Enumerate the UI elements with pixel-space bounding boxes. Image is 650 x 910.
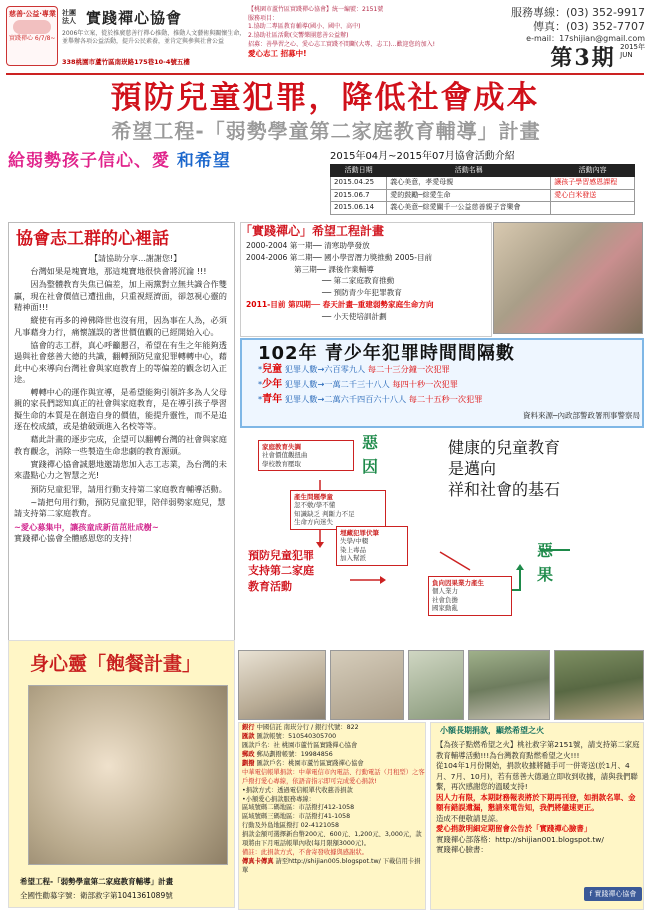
facebook-link[interactable] (584, 887, 642, 901)
donation-text: •小額愛心捐款服務專線： (242, 795, 315, 803)
donation-line (242, 849, 426, 858)
appeal-line: 造成不便敬請見諒。 (436, 813, 503, 823)
diagram-box-line: 染上毒品 (340, 545, 366, 554)
org-type: 社團法人 (62, 9, 76, 25)
issue-month: JUN (620, 50, 633, 59)
notice-line: 2.協助社區活動(交響樂團慈善公益辦) (248, 32, 349, 40)
donation-line (242, 813, 426, 822)
slogan-line: 是邁向 (448, 458, 497, 478)
notice-line: 【桃園市蘆竹區實踐禪心協會】統一編號：2151號 (248, 6, 384, 13)
timeline-item: ── 小天使培訓計劃 (322, 311, 387, 321)
activities-title: 2015年04月~2015年07月協會活動介紹 (330, 151, 515, 162)
diagram-cause: 因 (362, 457, 379, 476)
tutoring-photo (493, 222, 643, 334)
notice-line: 招募：善學習之心、愛心志工實踐不間斷(大專、志工)…歡迎您的加入! (248, 40, 436, 48)
diagram-box-karma (428, 576, 512, 616)
table-row (331, 189, 635, 201)
stat-group: 兒童 (262, 364, 283, 375)
donation-text: 郵局劃撥帳號：19984856 (256, 750, 333, 758)
donation-text: 區域號碼二碼地區：市話撥打412-1058 (242, 804, 355, 812)
photo (408, 650, 464, 720)
table-cell: 愛心白米發送 (551, 189, 635, 201)
logo-emblem (13, 20, 51, 34)
stat-count: 犯罪人數→二萬六千四百六十八人 (282, 394, 409, 404)
appeal-line: 因人力有限，本期財務報表將於下期再刊登，如捐款名單、金額有錯誤遺漏，懇請來電告知，我們將儘速更正。 (436, 792, 636, 813)
sub-headline: 希望工程-「弱勢學童第二家庭教育輔導」計畫 (111, 119, 541, 143)
article-paragraph: 轉轉中心的運作與宣導，是希望能夠引領許多為人父母親的家長們認知真正的社會與家庭教育，是在導引孩子學習擬生命的本質是在創造自身的價值，能提升靈性，而不是追逐在校成績，或是搶破頭進入名校等等。 (14, 387, 227, 432)
diagram-box-line: 知識缺乏 判斷力不足 (294, 509, 355, 518)
meal-plan-caption: 希望工程-「弱勢學童第二家庭教育輔導」計畫 (20, 877, 174, 886)
article-body (14, 266, 232, 544)
table-cell: 愛的鼓勵─綜愛生命 (387, 189, 551, 201)
issue-number (475, 44, 645, 74)
diagram-box-line: 國家動亂 (432, 604, 458, 613)
stat-interval: 每四十秒一次犯罪 (392, 379, 458, 389)
notice-line: 1.協助二專區教育輔導(國小、國中、高中) (248, 23, 361, 31)
stat-group: 少年 (262, 379, 283, 390)
stat-interval: 每二十五秒一次犯罪 (408, 394, 483, 404)
logo-caption: 實踐禪心 6/7/8~ (9, 35, 56, 42)
donation-text: 匯款戶名：社 桃園市蘆竹區實踐禪心協會 (242, 741, 358, 749)
appeal-line: 實踐禪心臉書： (436, 845, 488, 855)
article-paragraph: ~請把句用行動，預防兒童犯罪，陪伴弱勢家庭兒，慧請支持第二家庭教育。 (14, 496, 226, 519)
phone-number[interactable]: (03) 352-9917 (565, 6, 645, 19)
diagram-box-title: 埋藏犯罪伏筆 (340, 529, 379, 537)
table-cell: 讓孩子學習感恩課程 (551, 177, 635, 189)
timeline-item: 2004-2006 第二期── 國小學習潛力獎推動 2005-目前 (246, 252, 433, 262)
donation-label: 匯款 (242, 732, 255, 740)
stat-count: 犯罪人數→六百零九人 (282, 364, 368, 374)
slogan-part-a: 給弱勢孩子信心、愛 (8, 151, 170, 171)
photo (468, 650, 550, 720)
table-header: 活動內容 (551, 165, 635, 177)
donation-label: 郵政 (242, 750, 255, 758)
appeal-body (436, 740, 642, 856)
education-slogan (448, 438, 648, 500)
appeal-title: 小額長期捐款，顯然希望之火 (440, 726, 544, 735)
article-paragraph: 因為整體教育失焦已偏差，加上兩黨對立無共識合作雙贏，現在社會價值已遭扭曲，只重視經濟面，卻忽視心靈的精神面!!! (14, 279, 227, 312)
article-paragraph: 藉此計畫的逐步完成，企望可以翻轉台灣的社會與家庭教育觀念，消除一些製造生命悲劇的教育源頭。 (14, 434, 227, 456)
donation-label: 傳真卡傳真 (242, 858, 274, 866)
diagram-box-line: 社會負擔 (432, 595, 458, 604)
diagram-box-problem (290, 490, 386, 530)
facebook-icon: f (589, 890, 595, 898)
service-notice (248, 6, 448, 68)
diagram-box-title: 家庭教育失調 (262, 443, 301, 451)
activities-table (330, 164, 635, 215)
stat-interval: 每二十三分鐘一次犯罪 (367, 364, 450, 374)
donation-text: 區域號碼三碼地區：市話撥打41-1058 (242, 813, 351, 821)
donation-line (242, 822, 426, 831)
table-header: 活動日期 (331, 165, 387, 177)
timeline-item: 第三期── 課後作業輔導 (294, 264, 374, 274)
issue-date (620, 44, 645, 59)
donation-text: 匯款戶名：桃園市蘆竹區實踐禪心協會 (256, 759, 364, 767)
donation-label: 銀行 (242, 724, 255, 731)
diagram-box-title: 產生問題學童 (294, 493, 333, 501)
blog-link[interactable]: 實踐禪心部落格：http://shijian001.blogspot.tw/ (436, 834, 604, 844)
fundraising-permit: 全國性勸募字號：衛部救字第1041361089號 (20, 891, 173, 900)
table-cell: 2015.06.7 (331, 189, 387, 201)
diagram-box-line: 生命方向迷失 (294, 518, 333, 527)
donation-text: •捐款方式：透過電信帳單代收慈善捐款 (242, 786, 353, 794)
support-line: 教育活動 (248, 579, 292, 593)
slogan (8, 150, 298, 180)
donation-line (242, 831, 426, 849)
main-headline: 預防兒童犯罪，降低社會成本 (110, 80, 540, 116)
donation-text: 備註：此捐款方式，不會寄發收據與感謝狀。 (242, 849, 368, 857)
notice-line: 服務項目： (248, 14, 279, 22)
table-row (331, 202, 635, 214)
slogan-part-b: 和希望 (170, 151, 231, 171)
timeline-current: 2011-目前 第四期── 春天計畫─重建弱勢家庭生命方向 (246, 299, 434, 309)
stats-source: 資料來源─內政部警政署刑事警察局 (522, 411, 640, 420)
meal-plan-title: 身心靈「飽餐計畫」 (30, 653, 202, 675)
org-description: 2006年立案，從於推廣慈善行禪心推動，推動人文藝術與關懷生命，並舉辦各項公益活動，提升公民素養，並肯定與參與社會公益 (62, 30, 246, 46)
donation-text: 匯款帳號：510540305700 (256, 732, 337, 740)
donation-line (242, 760, 426, 769)
donation-line (242, 787, 426, 796)
donation-line (242, 858, 426, 876)
donation-line (242, 724, 426, 733)
appeal-line: 【為孩子點燃希望之火】桃社救字第2151號，請支持第二家庭教育輔導活動!!!為台灣教育點燃希望之火!!! (436, 740, 640, 760)
table-cell (551, 202, 635, 214)
diagram-box-line: 個人業力 (432, 587, 458, 596)
recruit-banner: 愛心志工 招募中! (248, 49, 307, 59)
slogan-line: 健康的兒童教育 (448, 438, 561, 457)
donation-text: 中國信託 南崁分行 / 銀行代號：822 (256, 724, 359, 731)
donation-label: 劃撥 (242, 759, 255, 767)
table-cell: 2015.06.14 (331, 202, 387, 214)
org-logo (6, 6, 58, 66)
table-cell: 2015.04.25 (331, 177, 387, 189)
donation-line (242, 742, 426, 751)
donation-link[interactable]: 請至http://shijian005.blogspot.tw/ 下載信用卡捐單 (242, 858, 421, 874)
diagram-box-line: 失學/中輟 (340, 537, 369, 546)
facebook-label: 實踐禪心協會 (594, 890, 637, 898)
article-paragraph: 協會的志工群，真心呼籲懇召，希望在有生之年能夠透過與社會慈善大德的共識，翻轉預防兒童犯罪轉轉中心，藉此中心來導向台灣社會與家庭教育上的等偏差的觀念切入正途。 (14, 339, 227, 384)
photo-strip (238, 650, 644, 720)
fax-number: (03) 352-7707 (565, 19, 645, 33)
support-callout (248, 548, 358, 594)
slogan-line: 祥和社會的基石 (448, 479, 561, 499)
photo (330, 650, 404, 720)
diagram-box-line: 忽不敷/學不懂 (294, 501, 336, 510)
diagram-box-title: 負向因果業力產生 (432, 579, 484, 587)
donation-line (242, 769, 426, 787)
table-cell: 義心美意，孝愛母親 (387, 177, 551, 189)
timeline-item: 2000-2004 第一期── 清寒助學發放 (246, 241, 370, 250)
support-line: 支持第二家庭 (248, 564, 314, 578)
donation-text: 捐款金額可選擇新台幣200元、600元、1,200元、3,000元，款項將由下月電話帳單內收(每月限額3000元)。 (242, 831, 422, 848)
stat-row: *兒童 犯罪人數→六百零九人 每二十三分鐘一次犯罪 (258, 364, 450, 375)
article-paragraph: 縱使有再多的神佛降世也沒有用，因為事在人為，必須凡事藉身力行，痛懷謹誤的著世價值觀的已經開始入心。 (14, 315, 227, 337)
phone-label: 服務專線： (510, 6, 566, 19)
donation-line (242, 733, 426, 742)
diagram-fruit: 果 (537, 565, 554, 584)
header-divider (6, 73, 644, 75)
diagram-evil: 惡 (362, 433, 379, 452)
article-paragraph: 預防兒童犯罪，請用行動支持第二家庭教育輔導活動。 (30, 483, 227, 494)
timeline-item: ── 第二家庭教育推動 (322, 276, 395, 286)
diagram-box-line: 加入幫派 (340, 554, 366, 563)
diagram-box-line: 學校教育壓取 (262, 459, 301, 468)
stat-row: *少年 犯罪人數→一萬二千三十八人 每四十秒一次犯罪 (258, 379, 458, 390)
contact-info (455, 6, 645, 44)
table-header: 活動名稱 (387, 165, 551, 177)
email-label: e-mail： (526, 33, 560, 43)
donation-line (242, 751, 426, 760)
stat-group: 青年 (262, 394, 283, 405)
article-paragraph: 實踐禪心協會誠懇地邀請您加入志工志業，為台灣的未來盡點心力之智慧之光! (14, 459, 227, 481)
article-subheading: 【請協助分享…謝謝您!】 (90, 254, 182, 263)
article-closing: 實踐禪心協會全體感恩您的支持！ (14, 532, 137, 543)
article-heading: 協會志工群的心裡話 (16, 229, 169, 249)
diagram-box-line: 社會價值觀扭曲 (262, 451, 308, 460)
project-timeline (246, 240, 491, 322)
donation-info (242, 724, 426, 876)
photo (554, 650, 644, 720)
project-title: 「實踐禪心」希望工程計畫 (240, 224, 385, 238)
stat-count: 犯罪人數→一萬二千三十八人 (282, 379, 393, 389)
crime-stats-list (258, 362, 638, 407)
diagram-box-family (258, 440, 354, 471)
article-highlight: ~愛心募集中，讓孩童成新苗茁壯成樹~ (14, 521, 159, 532)
table-cell: 義心美意─綜愛關千一公益慈善親子音樂會 (387, 202, 551, 214)
issue-label: 第3期 (550, 45, 616, 71)
org-block (62, 8, 247, 70)
timeline-item: ── 預防青少年犯罪教育 (322, 288, 402, 298)
photo (238, 650, 326, 720)
article-paragraph: 台灣如果是塊寶地，那這塊寶地很快會將沉淪 !!! (30, 266, 207, 276)
support-line: 預防兒童犯罪 (248, 549, 314, 562)
email-link[interactable]: 17shijian@gmail.com (559, 33, 645, 43)
meal-plan-photo (28, 685, 228, 865)
fax-label: 傳真： (532, 19, 566, 33)
issue-year: 2015年 (620, 43, 645, 51)
table-row (331, 177, 635, 189)
org-name: 實踐禪心協會 (86, 9, 183, 27)
donation-text: 行動及外島地區撥打 02-4121058 (242, 822, 340, 830)
appeal-line: 愛心捐款明細定期留會公告於「實踐禪心臉書」 (436, 824, 592, 834)
stat-row: *青年 犯罪人數→二萬六千四百六十八人 每二十五秒一次犯罪 (258, 394, 483, 405)
org-address: 338桃園市蘆竹區南崁路175巷10-4號五樓 (62, 58, 190, 66)
diagram-evil-2: 惡 (537, 541, 554, 560)
crime-stats-title: 102年 青少年犯罪時間間隔數 (258, 343, 515, 364)
logo-tagline: 慈善‧公益‧專業 (9, 10, 56, 18)
appeal-line: 從104年1月份開始，捐款收據將隨手可一併寄送(於1月、4月、7月、10月)，若有慈善大德過立即收到收據，請與我們聯繫，再次感謝您的溫暖支持! (436, 761, 638, 792)
donation-text: 中華電信帳單捐款：中華電信市內電話、行動電話（月租型）之客戶撥打愛心專線，依語音指示即可完成愛心捐款! (242, 768, 425, 785)
